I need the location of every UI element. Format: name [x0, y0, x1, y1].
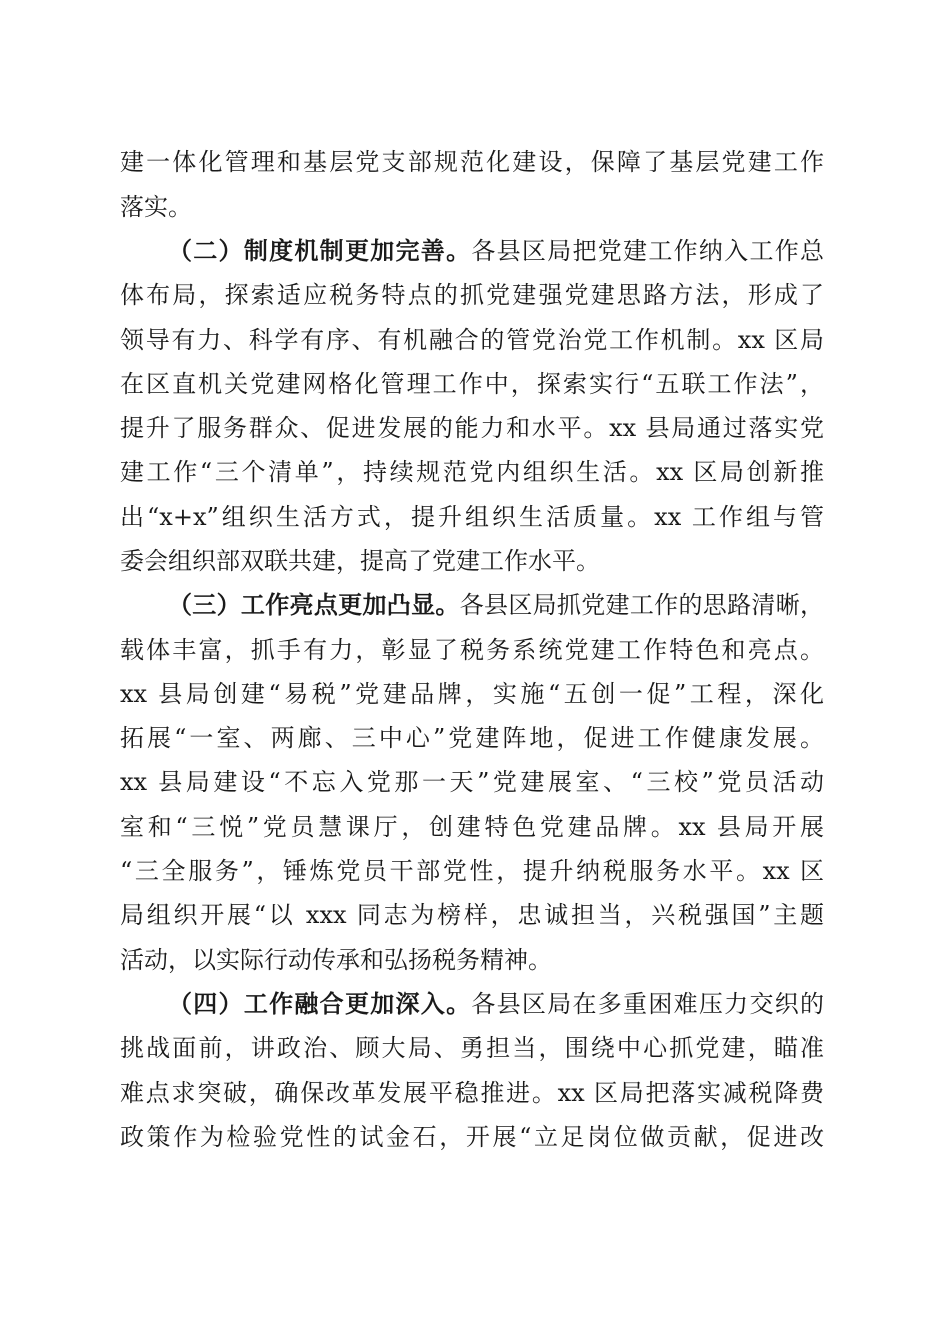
- section-3-first-line: [168, 585, 824, 625]
- text-line: 出“x+x”组织生活方式，提升组织生活质量。xx 工作组与管: [120, 503, 824, 531]
- text-line: 提升了服务群众、促进发展的能力和水平。xx 县局通过落实党: [120, 414, 824, 442]
- text-line: xx 县局创建“易税”党建品牌，实施“五创一促”工程，深化: [120, 680, 824, 708]
- text-line: 室和“三悦”党员慧课厅，创建特色党建品牌。xx 县局开展: [120, 813, 824, 841]
- section-heading: （三）工作亮点更加凸显。: [168, 591, 460, 619]
- text-line: 建一体化管理和基层党支部规范化建设，保障了基层党建工作: [120, 148, 824, 176]
- section-heading: （四）工作融合更加深入。: [168, 990, 472, 1018]
- text-span: 各县区局在多重困难压力交织的: [471, 990, 824, 1018]
- section-heading: （二）制度机制更加完善。: [168, 237, 472, 265]
- text-line: 拓展“一室、两廊、三中心”党建阵地，促进工作健康发展。: [120, 724, 824, 752]
- text-line: 挑战面前，讲政治、顾大局、勇担当，围绕中心抓党建，瞄准: [120, 1034, 824, 1062]
- text-line: 领导有力、科学有序、有机融合的管党治党工作机制。xx 区局: [120, 326, 824, 354]
- text-span: 各县区局抓党建工作的思路清晰，: [459, 591, 825, 619]
- text-line: 难点求突破，确保改革发展平稳推进。xx 区局把落实减税降费: [120, 1079, 824, 1107]
- text-line: 建工作“三个清单”，持续规范党内组织生活。xx 区局创新推: [120, 458, 824, 486]
- text-line: xx 县局建设“不忘入党那一天”党建展室、“三校”党员活动: [120, 768, 824, 796]
- text-span: 各县区局把党建工作纳入工作总: [471, 237, 824, 265]
- section-2-first-line: [168, 231, 824, 271]
- text-line: 政策作为检验党性的试金石，开展“立足岗位做贡献，促进改: [120, 1123, 824, 1151]
- text-line: 体布局，探索适应税务特点的抓党建强党建思路方法，形成了: [120, 281, 824, 309]
- text-line: 委会组织部双联共建，提高了党建工作水平。: [120, 547, 600, 575]
- text-line: 活动，以实际行动传承和弘扬税务精神。: [120, 946, 552, 974]
- text-line: “三全服务”，锤炼党员干部党性，提升纳税服务水平。xx 区: [120, 857, 824, 885]
- text-line: 在区直机关党建网格化管理工作中，探索实行“五联工作法”，: [120, 370, 824, 398]
- text-line: 落实。: [120, 193, 192, 221]
- text-line: 局组织开展“以 xxx 同志为榜样，忠诚担当，兴税强国”主题: [120, 901, 824, 929]
- text-line: 载体丰富，抓手有力，彰显了税务系统党建工作特色和亮点。: [120, 636, 824, 664]
- section-4-first-line: [168, 984, 824, 1024]
